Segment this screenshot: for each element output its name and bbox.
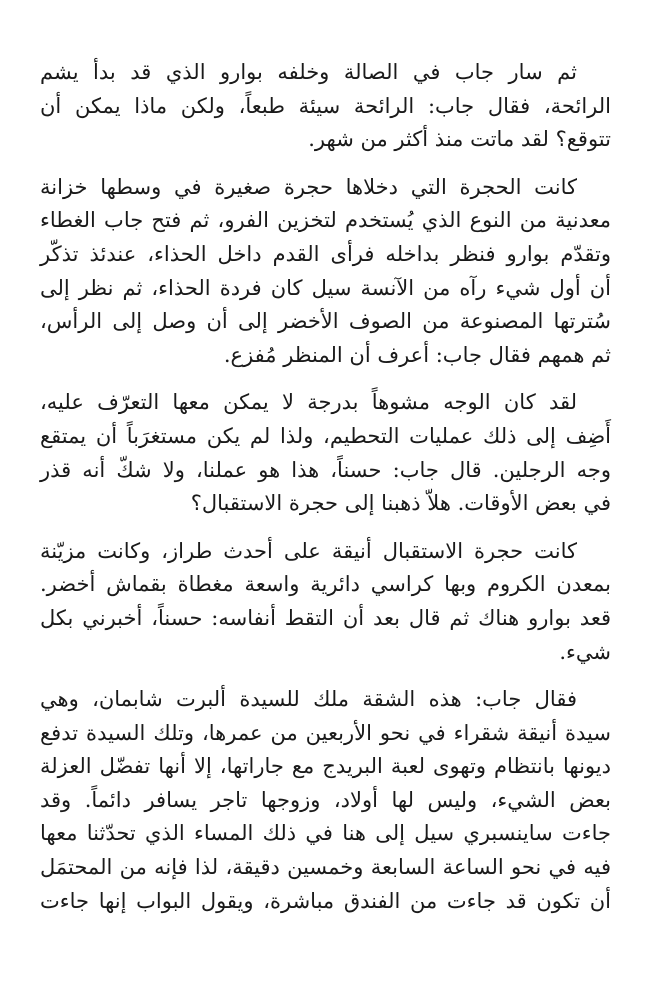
text-line: أن أول شيء رآه من الآنسة سيل كان فردة الحذاء، ثم نظر إلى	[40, 275, 611, 300]
text-line: ديونها بانتظام وتهوى لعبة البريدج مع جاراتها، إلا أنها تفضّل العزلة	[40, 754, 611, 779]
text-line: أن تكون قد جاءت من الفندق مباشرة، ويقول البواب إنها جاءت	[40, 888, 611, 913]
paragraph-4	[40, 535, 611, 669]
text-line: وجه الرجلين. قال جاب: حسناً، هذا هو عملنا، ولا شكّ أنه قذر	[40, 457, 611, 482]
text-line: قعد بوارو هناك ثم قال بعد أن التقط أنفاسه: حسناً، أخبرني بكل	[40, 605, 611, 630]
text-line: الرائحة، فقال جاب: الرائحة سيئة طبعاً، ولكن ماذا يمكن أن	[40, 93, 611, 118]
text-line: ثم سار جاب في الصالة وخلفه بوارو الذي قد بدأ يشم	[40, 60, 577, 84]
text-line: جاءت ساينسبري سيل إلى هنا في ذلك المساء الذي تحدّثنا معها	[40, 821, 611, 846]
text-line: تتوقع؟ لقد ماتت منذ أكثر من شهر.	[308, 127, 611, 152]
paragraph-3	[40, 386, 611, 520]
text-line: وتقدّم بوارو فنظر بداخله فرأى القدم داخل الحذاء، عندئذ تذكّر	[40, 241, 611, 266]
text-line: فقال جاب: هذه الشقة ملك للسيدة ألبرت شابمان، وهي	[40, 687, 577, 712]
text-line: كانت حجرة الاستقبال أنيقة على أحدث طراز، وكانت مزيّنة	[40, 538, 577, 563]
text-line: فيه في نحو الساعة السابعة وخمسين دقيقة، لذا فإنه من المحتمَل	[40, 855, 611, 880]
text-line: كانت الحجرة التي دخلاها حجرة صغيرة في وسطها خزانة	[40, 174, 577, 199]
text-line: لقد كان الوجه مشوهاً بدرجة لا يمكن معها التعرّف عليه،	[40, 390, 577, 415]
text-line: بعض الشيء، وليس لها أولاد، وزوجها تاجر يسافر دائماً. وقد	[40, 787, 611, 812]
text-line: ثم همهم فقال جاب: أعرف أن المنظر مُفزع.	[223, 342, 611, 367]
text-line: بمعدن الكروم وبها كراسي دائرية واسعة مغطاة بقماش أخضر.	[40, 572, 611, 597]
paragraph-5	[40, 683, 611, 918]
text-line: أَضِف إلى ذلك عمليات التحطيم، ولذا لم يكن مستغرَباً أن يمتقع	[40, 423, 611, 448]
text-line: سيدة أنيقة شقراء في نحو الأربعين من عمرها، وتلك السيدة تدفع	[40, 720, 611, 745]
text-line: شيء.	[559, 639, 611, 664]
text-line: سُترتها المصنوعة من الصوف الأخضر إلى أن وصل إلى الرأس،	[40, 309, 611, 334]
paragraph-1	[40, 56, 611, 157]
text-line: معدنية من النوع الذي يُستخدم لتخزين الفرو، ثم فتح جاب الغطاء	[40, 208, 611, 233]
book-page	[40, 56, 611, 932]
text-line: في بعض الأوقات. هلاّ ذهبنا إلى حجرة الاستقبال؟	[190, 491, 611, 516]
paragraph-2	[40, 171, 611, 373]
